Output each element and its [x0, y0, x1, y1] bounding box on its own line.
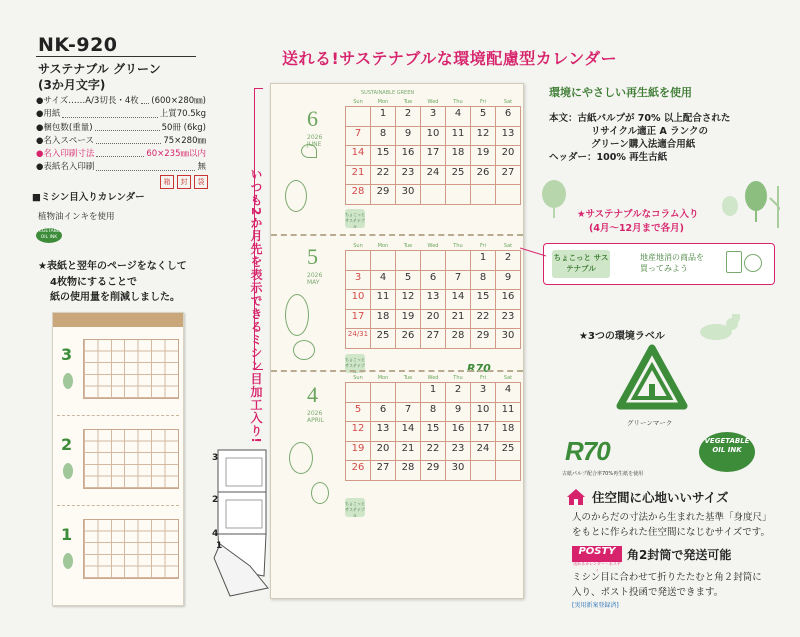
day-cell: 20 [421, 309, 446, 329]
week-row [346, 290, 521, 310]
day-cell: 14 [396, 422, 421, 442]
pointer-line [520, 246, 546, 266]
day-cell: 17 [346, 309, 371, 329]
weekday-label: Sat [503, 99, 513, 105]
month-number: 4 [307, 382, 318, 407]
r70-caption: 古紙パルプ配合率70%再生紙を使用 [562, 471, 644, 477]
weekday-label: Thu [453, 375, 463, 381]
spec-row: ●名入印刷寸法 60×235㎜以内 [36, 149, 206, 160]
product-name: サステナブル グリーン [38, 62, 161, 76]
week-row [346, 441, 521, 461]
week-row [346, 402, 521, 422]
day-cell [471, 461, 496, 481]
day-cell: 3 [471, 383, 496, 403]
day-cell [471, 185, 496, 205]
product-code: NK-920 [38, 34, 118, 56]
day-cell: 12 [346, 422, 371, 442]
day-cell: 15 [371, 146, 396, 166]
week-row [346, 107, 521, 127]
day-cell [496, 185, 521, 205]
month-year: 2026 MAY [307, 272, 323, 286]
day-cell: 5 [346, 402, 371, 422]
day-cell: 27 [496, 165, 521, 185]
day-cell: 30 [496, 329, 521, 349]
thumb-grid [83, 339, 179, 399]
package-icons [160, 175, 208, 189]
day-cell: 10 [346, 290, 371, 310]
day-cell: 8 [421, 402, 446, 422]
column-tag: ちょこっと サステナブル [345, 354, 365, 373]
weekday-label: Sat [503, 375, 513, 381]
perforation-vertical-note: いつも2か月先を表示できるミシン目加工入り! [249, 168, 263, 444]
day-cell: 5 [471, 107, 496, 127]
day-cell: 1 [471, 251, 496, 271]
vegetable-oil-ink-logo: VEGETABLE OIL INK [36, 228, 62, 243]
day-cell: 25 [446, 165, 471, 185]
posty-logo-sub: 送れるカレンダー・ポスティ [573, 561, 621, 572]
day-cell: 5 [396, 270, 421, 290]
day-cell [446, 251, 471, 271]
weekday-label: Fri [480, 243, 486, 249]
month-number: 5 [307, 244, 318, 269]
column-tag: ちょこっと サステナブル [345, 209, 365, 228]
weekday-label: Wed [427, 375, 439, 381]
day-cell: 6 [371, 402, 396, 422]
day-cell: 20 [496, 146, 521, 166]
posty-body: ミシン目に合わせて折りたたむと角２封筒に 入り、ポスト投函で発送できます。 [572, 572, 762, 598]
weekday-label: Wed [427, 99, 439, 105]
day-cell: 27 [421, 329, 446, 349]
day-cell [421, 251, 446, 271]
tree-icon [63, 373, 73, 389]
day-cell: 19 [471, 146, 496, 166]
weekday-label: Fri [480, 99, 486, 105]
day-cell [396, 383, 421, 403]
day-cell: 16 [446, 422, 471, 442]
month-grid [345, 374, 521, 481]
bird-icon [301, 144, 317, 158]
spec-row: ●表紙名入印刷 無 [36, 162, 206, 173]
column-text: 地産地消の商品を 買ってみよう [640, 253, 704, 273]
day-cell: 12 [471, 126, 496, 146]
day-cell: 26 [471, 165, 496, 185]
week-row [346, 383, 521, 403]
month-grid [345, 98, 521, 205]
day-cell: 22 [421, 441, 446, 461]
week-row [346, 329, 521, 349]
day-cell: 29 [421, 461, 446, 481]
column-note: ★サステナブルなコラム入り (4月～12月まで各月) [577, 209, 699, 234]
weekday-label: Mon [377, 375, 389, 381]
weekday-label: Sun [353, 99, 363, 105]
day-cell: 26 [396, 329, 421, 349]
day-cell: 25 [371, 329, 396, 349]
day-cell: 23 [396, 165, 421, 185]
week-row [346, 185, 521, 205]
green-mark-icon [616, 344, 688, 416]
day-cell [496, 461, 521, 481]
day-cell: 8 [471, 270, 496, 290]
thumb-grid [83, 429, 179, 489]
envelope-icon: 封 [177, 175, 191, 189]
weekday-label: Tue [403, 99, 413, 105]
weekday-label: Fri [480, 375, 486, 381]
leaf-icon [285, 180, 307, 212]
day-cell: 30 [446, 461, 471, 481]
spec-list [36, 95, 206, 175]
day-cell: 12 [396, 290, 421, 310]
flower-icon [289, 442, 313, 474]
month-section-april [271, 372, 523, 520]
fold-label: 3 [212, 453, 219, 463]
week-row [346, 126, 521, 146]
bag-icon: 袋 [194, 175, 208, 189]
weekday-label: Mon [377, 99, 389, 105]
day-cell: 3 [421, 107, 446, 127]
day-cell: 25 [496, 441, 521, 461]
month-grid [345, 242, 521, 349]
day-cell: 29 [471, 329, 496, 349]
posty-logo: POSTY [572, 546, 622, 562]
thumb-month-section: 1 [57, 507, 179, 595]
week-row [346, 251, 521, 271]
day-cell: 14 [446, 290, 471, 310]
day-cell: 10 [471, 402, 496, 422]
day-cell: 24 [421, 165, 446, 185]
day-cell [371, 251, 396, 271]
day-cell: 20 [371, 441, 396, 461]
month-year: 2026 APRIL [307, 410, 325, 424]
brand-label: SUSTAINABLE GREEN [361, 90, 415, 96]
weekday-row [346, 374, 521, 383]
day-cell [421, 185, 446, 205]
day-cell [446, 185, 471, 205]
day-cell: 2 [396, 107, 421, 127]
day-cell: 29 [371, 185, 396, 205]
month-section-june [271, 84, 523, 232]
day-cell: 3 [346, 270, 371, 290]
vegetable-icon [744, 254, 762, 272]
owl-icon [293, 340, 315, 360]
jar-icon [726, 251, 742, 273]
weekday-label: Tue [403, 375, 413, 381]
day-cell: 24/31 [346, 329, 371, 349]
perforation-title: ■ミシン目入りカレンダー [32, 192, 145, 203]
weekday-label: Thu [453, 243, 463, 249]
month-year: 2026 JUNE [307, 134, 323, 148]
fold-label: 4 [212, 529, 219, 539]
spec-row: ●用紙 上質70.5kg [36, 109, 206, 120]
tree-icon [63, 463, 73, 479]
day-cell: 26 [346, 461, 371, 481]
calendar-preview [270, 83, 524, 599]
column-tag: ちょこっと サステナブル [552, 250, 610, 278]
living-space-body: 人のからだの寸法から生まれた基準「身度尺」 をもとに作られた住空間になじむサイズです。 [572, 512, 772, 538]
tree-icon [311, 482, 329, 504]
day-cell: 1 [371, 107, 396, 127]
weekday-label: Sun [353, 375, 363, 381]
day-cell: 18 [446, 146, 471, 166]
week-row [346, 146, 521, 166]
day-cell: 11 [496, 402, 521, 422]
day-cell: 30 [396, 185, 421, 205]
green-mark-caption: グリーンマーク [627, 419, 673, 427]
day-cell: 9 [446, 402, 471, 422]
day-cell: 17 [421, 146, 446, 166]
week-row [346, 461, 521, 481]
day-cell: 28 [396, 461, 421, 481]
day-cell: 4 [371, 270, 396, 290]
day-cell: 15 [471, 290, 496, 310]
month-number: 6 [307, 106, 318, 131]
calendar-hanger [53, 313, 183, 327]
weekday-label: Wed [427, 243, 439, 249]
day-cell: 22 [371, 165, 396, 185]
day-cell: 11 [446, 126, 471, 146]
day-cell: 27 [371, 461, 396, 481]
eco-paper-title: 環境にやさしい再生紙を使用 [549, 86, 692, 99]
eco-paper-body: 本文：古紙パルプが 70% 以上配合された リサイクル適正 A ランクの グリーン購入法適合用紙 ヘッダー：100% 再生古紙 [549, 113, 731, 163]
day-cell [346, 107, 371, 127]
day-cell: 6 [421, 270, 446, 290]
day-cell: 19 [396, 309, 421, 329]
day-cell: 23 [496, 309, 521, 329]
day-cell: 1 [421, 383, 446, 403]
day-cell: 16 [496, 290, 521, 310]
day-cell: 11 [371, 290, 396, 310]
day-cell: 18 [496, 422, 521, 442]
day-cell: 15 [421, 422, 446, 442]
day-cell: 7 [346, 126, 371, 146]
eco-labels-title: ★3つの環境ラベル [579, 331, 665, 342]
day-cell: 16 [396, 146, 421, 166]
day-cell: 7 [396, 402, 421, 422]
day-cell: 13 [371, 422, 396, 442]
day-cell [371, 383, 396, 403]
day-cell: 21 [446, 309, 471, 329]
day-cell: 6 [496, 107, 521, 127]
day-cell: 18 [371, 309, 396, 329]
calendar-thumbnail [52, 312, 184, 606]
product-subname: (3か月文字) [38, 78, 106, 92]
fold-label: 1 [216, 541, 223, 551]
weekday-label: Sat [503, 243, 513, 249]
weekday-row [346, 242, 521, 251]
divider [36, 56, 196, 57]
spec-row: ●サイズ……A/3切長・4枚 (600×280㎜) [36, 96, 206, 106]
day-cell: 7 [446, 270, 471, 290]
day-cell: 13 [496, 126, 521, 146]
day-cell: 2 [446, 383, 471, 403]
weekday-label: Thu [453, 99, 463, 105]
day-cell [396, 251, 421, 271]
day-cell: 10 [421, 126, 446, 146]
headline: 送れる!サステナブルな環境配慮型カレンダー [282, 49, 618, 68]
column-sample [543, 243, 775, 285]
day-cell: 28 [446, 329, 471, 349]
week-row [346, 422, 521, 442]
rabbit-icon [690, 314, 754, 342]
day-cell: 13 [421, 290, 446, 310]
box-icon: 箱 [160, 175, 174, 189]
r70-mark: R70 [467, 362, 491, 375]
day-cell: 8 [371, 126, 396, 146]
day-cell: 21 [396, 441, 421, 461]
tree-icon [63, 553, 73, 569]
house-icon [566, 488, 586, 506]
fold-diagram [210, 448, 272, 598]
tree-icon [285, 294, 309, 336]
day-cell [346, 383, 371, 403]
column-tag: ちょこっと サステナブル [345, 498, 365, 517]
day-cell: 9 [496, 270, 521, 290]
paper-reduction-note: ★表紙と翌年のページをなくして 4枚物にすることで 紙の使用量を削減しました。 [38, 261, 187, 303]
thumb-month-section: 3 [57, 327, 179, 416]
weekday-label: Mon [377, 243, 389, 249]
ink-note: 植物油インキを使用 [38, 212, 115, 222]
r70-logo: R70 [565, 436, 610, 466]
weekday-label: Tue [403, 243, 413, 249]
week-row [346, 165, 521, 185]
day-cell: 21 [346, 165, 371, 185]
patent-note: [実用新案登録済] [572, 602, 619, 609]
day-cell: 24 [471, 441, 496, 461]
vegetable-oil-ink-logo: VEGETABLE OIL INK [699, 432, 755, 472]
day-cell: 22 [471, 309, 496, 329]
spec-row: ●名入スペース 75×280㎜ [36, 135, 206, 146]
living-space-title: 住空間に心地いいサイズ [592, 490, 729, 505]
day-cell: 9 [396, 126, 421, 146]
spec-row: ●梱包数(重量) 50冊 (6kg) [36, 122, 206, 133]
weekday-label: Sun [353, 243, 363, 249]
day-cell: 17 [471, 422, 496, 442]
day-cell: 4 [496, 383, 521, 403]
day-cell [346, 251, 371, 271]
fold-label: 2 [212, 495, 219, 505]
thumb-month-section: 2 [57, 417, 179, 506]
day-cell: 19 [346, 441, 371, 461]
day-cell: 23 [446, 441, 471, 461]
day-cell: 28 [346, 185, 371, 205]
weekday-row [346, 98, 521, 107]
week-row [346, 309, 521, 329]
day-cell: 14 [346, 146, 371, 166]
posty-title: 角2封筒で発送可能 [627, 548, 732, 562]
week-row [346, 270, 521, 290]
month-section-may [271, 236, 523, 384]
day-cell: 2 [496, 251, 521, 271]
day-cell: 4 [446, 107, 471, 127]
thumb-grid [83, 519, 179, 579]
